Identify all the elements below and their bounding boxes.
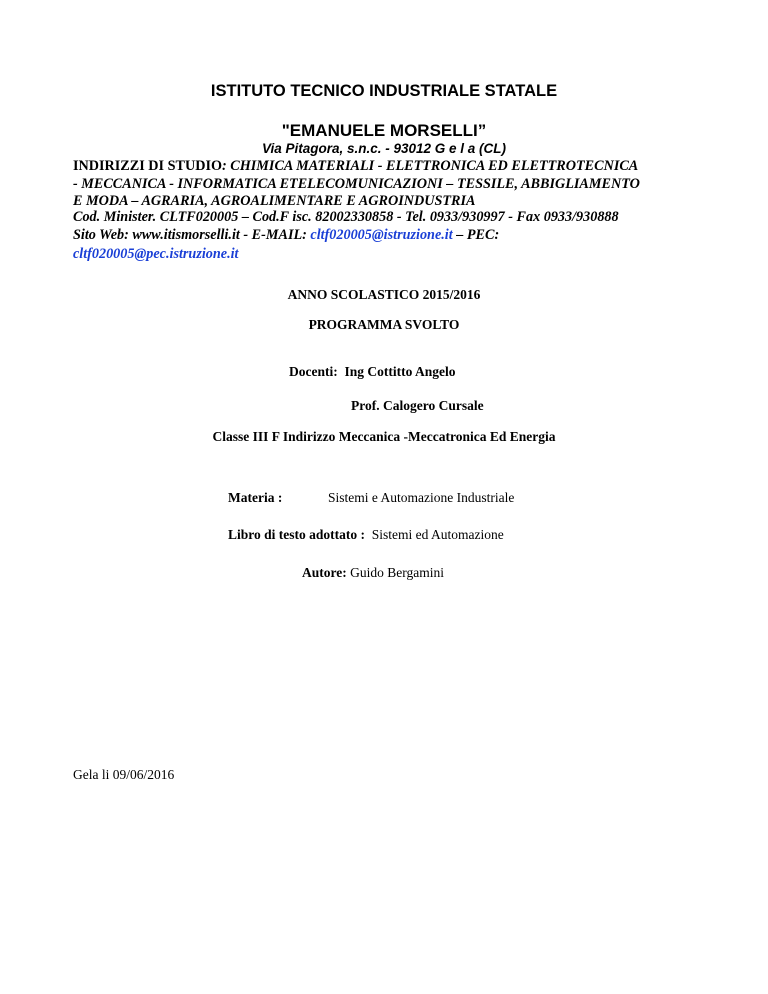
autore-value: Guido Bergamini	[350, 565, 444, 580]
school-codes: Cod. Minister. CLTF020005 – Cod.F isc. 82002330858 - Tel. 0933/930997 - Fax 0933/930888	[73, 209, 619, 225]
pec-email-link[interactable]: cltf020005@pec.istruzione.it	[73, 246, 239, 262]
indirizzi-text-1: : CHIMICA MATERIALI - ELETTRONICA ED ELETTROTECNICA	[222, 158, 639, 174]
indirizzi-line-2: - MECCANICA - INFORMATICA ETELECOMUNICAZIONI – TESSILE, ABBIGLIAMENTO	[73, 176, 640, 192]
school-address: Via Pitagora, s.n.c. - 93012 G e l a (CL)	[261, 141, 507, 156]
pec-label: – PEC:	[452, 227, 500, 243]
materia-label: Materia :	[228, 490, 283, 505]
website-text: Sito Web: www.itismorselli.it - E-MAIL:	[73, 227, 311, 243]
libro-value: Sistemi ed Automazione	[371, 527, 504, 542]
indirizzi-line-3: E MODA – AGRARIA, AGROALIMENTARE E AGROINDUSTRIA	[73, 193, 476, 209]
libro-label: Libro di testo adottato :	[228, 527, 365, 542]
anno-scolastico: ANNO SCOLASTICO 2015/2016	[287, 287, 481, 302]
programma-title: PROGRAMMA SVOLTO	[308, 317, 460, 332]
contacts-line	[73, 227, 499, 244]
school-type-heading: ISTITUTO TECNICO INDUSTRIALE STATALE	[210, 82, 558, 100]
docenti-line	[289, 364, 455, 380]
email-link[interactable]: cltf020005@istruzione.it	[310, 227, 453, 243]
libro-line	[228, 527, 504, 543]
docente-2: Prof. Calogero Cursale	[351, 398, 484, 413]
docente-1: Ing Cottitto Angelo	[344, 364, 456, 379]
classe-line: Classe III F Indirizzo Meccanica -Meccatronica Ed Energia	[212, 429, 556, 444]
school-name-heading: "EMANUELE MORSELLI”	[281, 121, 487, 140]
indirizzi-line-1	[73, 158, 638, 175]
place-date: Gela li 09/06/2016	[73, 767, 175, 782]
docenti-label: Docenti:	[289, 364, 338, 379]
autore-label: Autore:	[302, 565, 347, 580]
materia-value: Sistemi e Automazione Industriale	[328, 490, 515, 505]
indirizzi-label: INDIRIZZI DI STUDIO	[73, 158, 223, 174]
autore-line	[302, 565, 444, 581]
